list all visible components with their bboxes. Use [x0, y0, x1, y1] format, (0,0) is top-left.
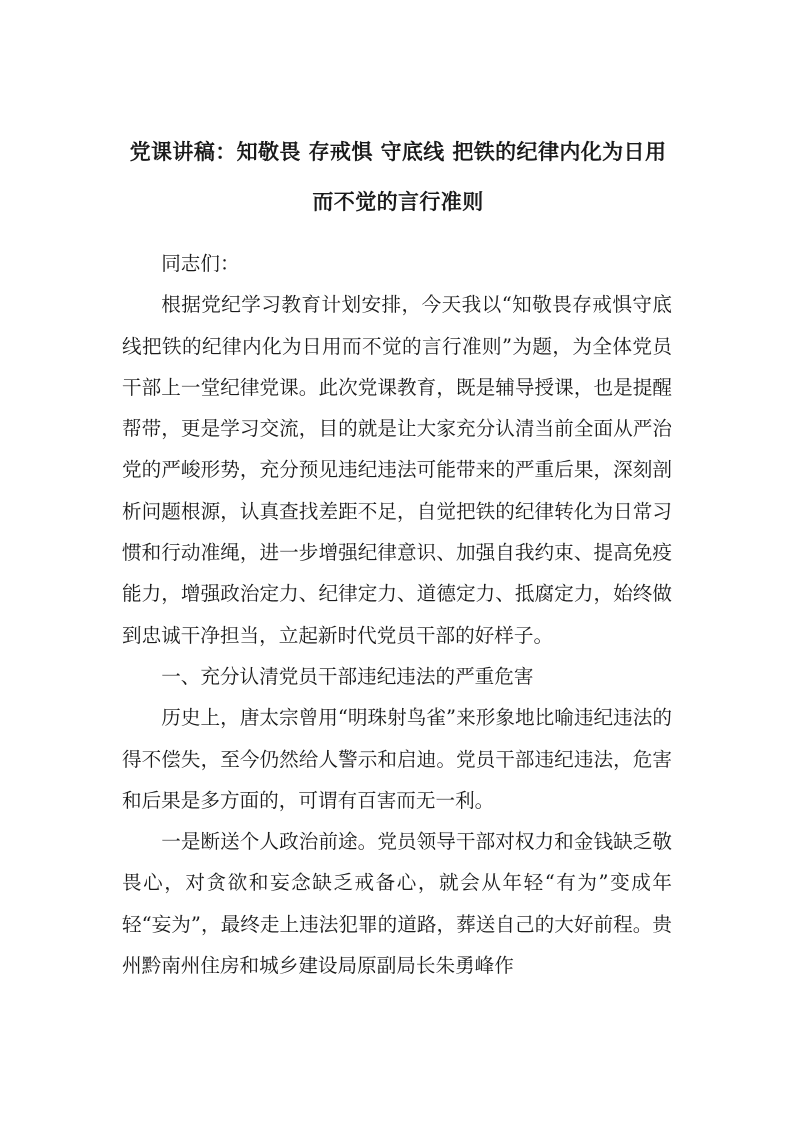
- title-line-2: 而不觉的言行准则: [312, 190, 484, 214]
- paragraph-history: 历史上，唐太宗曾用“明珠射鸟雀”来形象地比喻违纪违法的得不偿失，至今仍然给人警示和启迪。党员干部违纪违法，危害和后果是多方面的，可谓有百害而无一利。: [122, 706, 672, 812]
- paragraph-intro: 根据党纪学习教育计划安排，今天我以“知敬畏存戒惧守底线把铁的纪律内化为日用而不觉的言行准则”为题，为全体党员干部上一堂纪律党课。此次党课教育，既是辅导授课，也是提醒帮带，更是学习交流，目的就是让大家充分认清当前全面从严治党的严峻形势，充分预见违纪违法可能带来的严重后果，深刻剖析问题根源，认真查找差距不足，自觉把铁的纪律转化为日常习惯和行动准绳，进一步增强纪律意识、加强自我约束、提高免疫能力，增强政治定力、纪律定力、道德定力、抵腐定力，始终做到忠诚干净担当，立起新时代党员干部的好样子。: [122, 293, 672, 647]
- paragraph-point-1: 一是断送个人政治前途。党员领导干部对权力和金钱缺乏敬畏心，对贪欲和妄念缺乏戒备心，就会从年轻“有为”变成年轻“妄为”，最终走上违法犯罪的道路，葬送自己的大好前程。贵州黔南州住房和城乡建设局原副局长朱勇峰作: [122, 830, 672, 978]
- greeting: 同志们：: [161, 252, 240, 275]
- document-body: [122, 243, 672, 986]
- section-heading-1: 一、充分认清党员干部违纪违法的严重危害: [161, 664, 534, 688]
- document-title: [120, 127, 676, 227]
- title-line-1: 党课讲稿：知敬畏 存戒惧 守底线 把铁的纪律内化为日用: [129, 140, 667, 164]
